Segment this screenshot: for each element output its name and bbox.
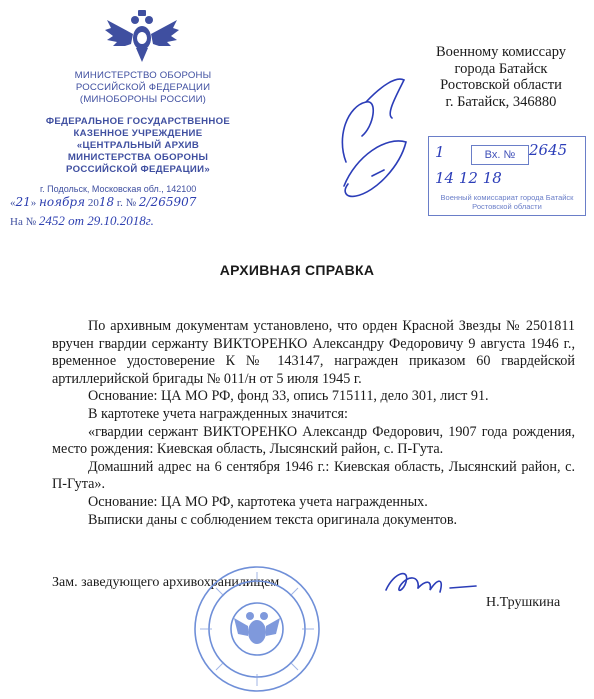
ministry-emblem-icon (103, 8, 181, 64)
ministry-line: РОССИЙСКОЙ ФЕДЕРАЦИИ (75, 82, 211, 93)
outgoing-month: ноября (39, 195, 86, 209)
archive-line: «ЦЕНТРАЛЬНЫЙ АРХИВ (76, 140, 200, 151)
registration-stamp (428, 136, 586, 216)
incoming-date: 14 12 18 (435, 169, 502, 187)
outgoing-number: 2/265907 (138, 195, 197, 209)
body-paragraph: Основание: ЦА МО РФ, картотека учета награжденных. (88, 493, 428, 510)
addressee-line: города Батайск (454, 60, 548, 77)
ministry-heading (48, 70, 238, 106)
archive-heading (18, 116, 258, 176)
archive-line: МИНИСТЕРСТВА ОБОРОНЫ (67, 152, 209, 163)
reference-number (10, 213, 154, 229)
signatory-name: Н.Трушкина (486, 595, 561, 610)
ref-label: На № (10, 216, 37, 228)
archive-line: РОССИЙСКОЙ ФЕДЕРАЦИИ» (66, 164, 210, 175)
body-paragraph: В картотеке учета награжденных значится: (88, 405, 349, 422)
official-round-seal (192, 564, 322, 694)
outgoing-year: 18 (98, 195, 115, 209)
outgoing-no-label: г. № (116, 197, 137, 209)
handwritten-resolution (326, 66, 426, 206)
stamp-organization: Военный комиссариат города Батайск Ростовской области (440, 193, 574, 211)
ref-value: 2452 от 29.10.2018г. (38, 213, 154, 228)
body-paragraph: По архивным документам установлено, что орден Красной Звезды № 2501811 вручен гвардии сержанту ВИКТОРЕНКО Александру Федоровичу 9 августа 1946 г., временное удостоверение К № 143147, награжден приказом 60 гвардейской артиллерийской бригады № 011/н от 5 июля 1945 г. (52, 318, 575, 387)
archive-line: ФЕДЕРАЛЬНОЕ ГОСУДАРСТВЕННОЕ (45, 116, 231, 127)
document-title: АРХИВНАЯ СПРАВКА (219, 262, 375, 278)
body-paragraph: Основание: ЦА МО РФ, фонд 33, опись 715111, дело 301, лист 91. (88, 388, 489, 405)
document-body (52, 318, 575, 529)
addressee-line: Ростовской области (440, 77, 562, 93)
archive-city: г. Подольск, Московская обл., 142100 (40, 184, 197, 194)
ministry-line: МИНИСТЕРСТВО ОБОРОНЫ (74, 70, 212, 81)
stamp-corner-number: 1 (435, 143, 445, 161)
addressee-line: Военному комиссару (435, 44, 567, 60)
outgoing-day: 21 (15, 195, 31, 209)
addressee-block (416, 44, 586, 110)
outgoing-date-number: «21» ноября 2018 г. № 2/265907 (10, 195, 197, 209)
ministry-line: (МИНОБОРОНЫ РОССИИ) (79, 94, 207, 105)
body-paragraph: Выписки даны с соблюдением текста оригинала документов. (88, 511, 458, 528)
outgoing-year-prefix: 20 (87, 197, 99, 209)
body-paragraph: Домашний адрес на 6 сентября 1946 г.: Киевская область, Лысянский район, с. П-Гута». (52, 458, 575, 493)
handwritten-signature (380, 560, 490, 610)
archive-line: КАЗЕННОЕ УЧРЕЖДЕНИЕ (73, 128, 203, 139)
incoming-label: Вх. № (471, 145, 529, 165)
incoming-number: 2645 (529, 141, 568, 159)
body-paragraph: «гвардии сержант ВИКТОРЕНКО Александр Федорович, 1907 года рождения, место рождения: Киевская область, Лысянский район, с. П-Гута. (52, 423, 575, 458)
signatory-role: Зам. заведующего архивохранилищем (52, 575, 280, 590)
addressee-line: г. Батайск, 346880 (445, 93, 557, 110)
